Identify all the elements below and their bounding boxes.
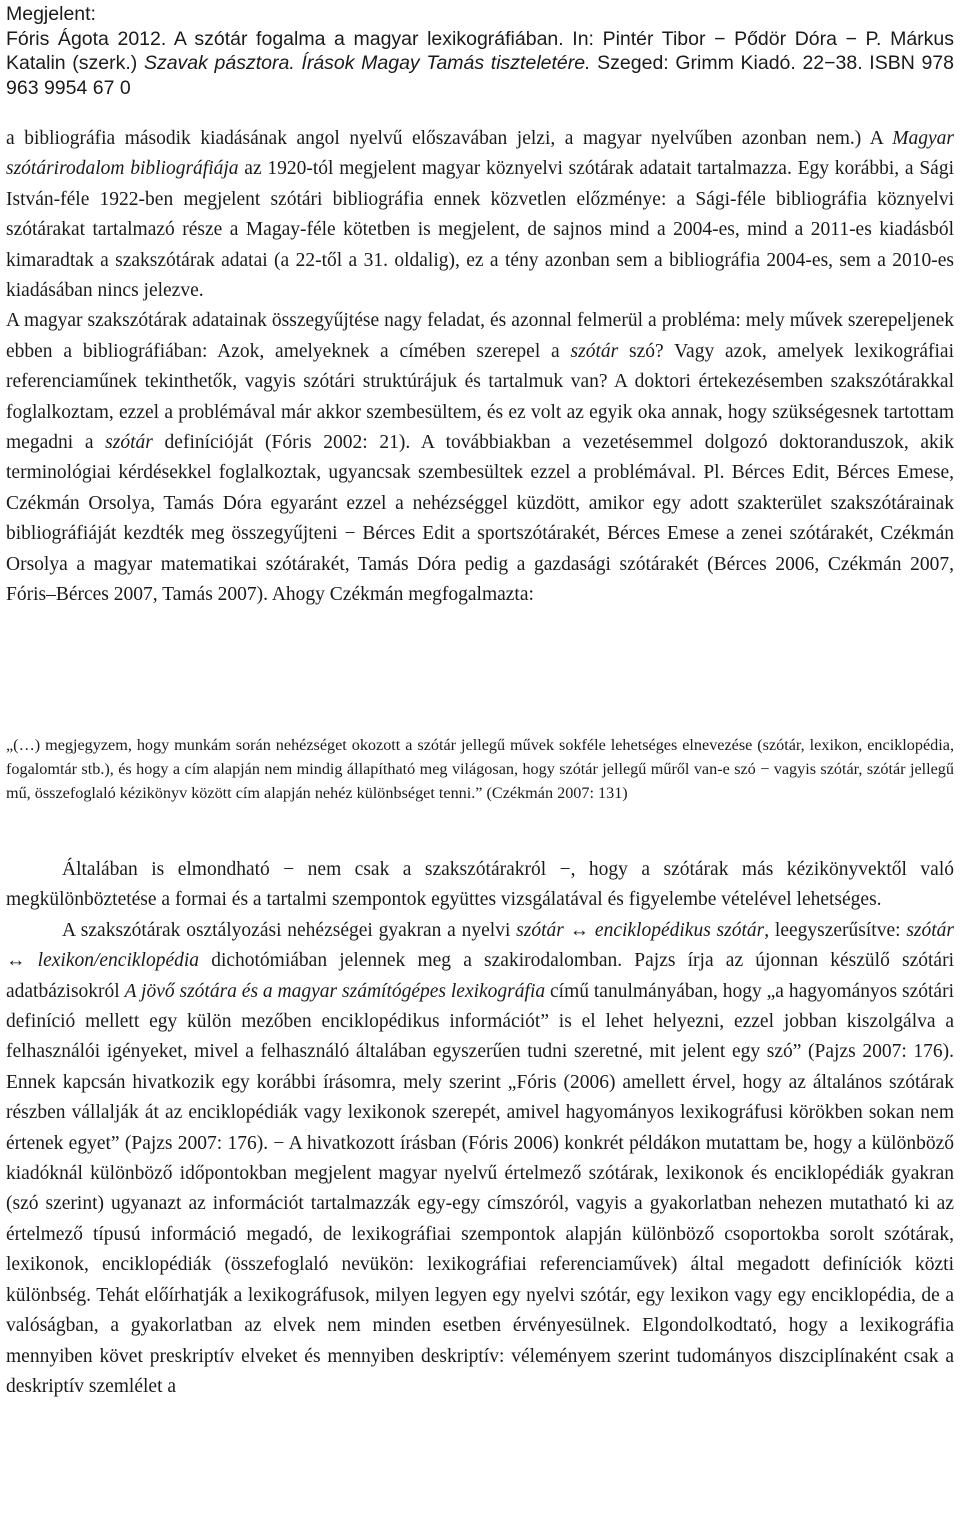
paragraph-4-text-1: A szakszótárak osztályozási nehézségei gyakran a nyelvi [62, 919, 517, 941]
paragraph-4 [6, 916, 954, 1403]
paragraph-2-italic-1: szótár [570, 340, 619, 362]
paragraph-4-italic-3: A jövő szótára és a magyar számítógépes lexikográfia [124, 980, 546, 1002]
quote-text: „(…) megjegyzem, hogy munkám során nehézséget okozott a szótár jellegű művek sokféle lehetséges elnevezése (szótár, lexikon, enciklopédia, fogalomtár stb.), és hogy a cím alapján nem mindig állapítható meg világosan, hogy szótár jellegű műről van-e szó − vagyis szótár, szótár jellegű mű, összefoglaló kézikönyv között cím alapján nehéz különbséget tenni.” (Czékmán 2007: 131) [6, 736, 954, 803]
paragraph-4-text-3: dichotómiában jelennek meg a szakirodalomban. Pajzs írja az újonnan készülő szótári adatbázisokról [6, 950, 954, 1002]
citation-title-italic: Szavak pásztora. Írások Magay Tamás tiszteletére. [143, 52, 591, 74]
paragraph-1-italic-1: Magyar szótárirodalom bibliográfiája [6, 128, 954, 180]
header-label: Megjelent: [6, 3, 96, 25]
paragraph-3-text: Általában is elmondható − nem csak a szakszótárakról −, hogy a szótárak más kézikönyvektől való megkülönböztetése a formai és a tartalmi szempontok együttes vizsgálatával és figyelembe vételével lehetséges. [6, 859, 954, 911]
paragraph-2-text-1: A magyar szakszótárak adatainak összegyűjtése nagy feladat, és azonnal felmerül a probléma: mely művek szerepeljenek ebben a bibliográfiában: Azok, amelyeknek a címében szerepel a [6, 310, 954, 362]
paragraph-4-italic-1: szótár ↔ enciklopédikus szótár [516, 919, 765, 941]
paragraph-2-text-3: definícióját (Fóris 2002: 21). A továbbiakban a vezetésemmel dolgozó doktoranduszok, akik terminológiai kérdésekkel foglalkoztak, ugyancsak szembesültek ezzel a problémával. Pl. Bérces Edit, Bérces Emese, Czékmán Orsolya, Tamás Dóra egyaránt ezzel a nehézséggel küzdött, amikor egy adott szakterület szakszótárainak bibliográfiáját kezdték meg összegyűjteni − Bérces Edit a sportszótárakét, Bérces Emese a zenei szótárakét, Czékmán Orsolya a magyar matematikai szótárakét, Tamás Dóra pedig a gazdasági szótárakét (Bérces 2006, Czékmán 2007, Fóris–Bérces 2007, Tamás 2007). Ahogy Czékmán megfogalmazta: [6, 432, 954, 606]
paragraph-3 [6, 855, 954, 916]
citation-text-2: Szeged: Grimm Kiadó. 22−38. ISBN 978 963 9954 67 0 [6, 52, 955, 99]
paragraph-2 [6, 306, 954, 610]
block-quote [6, 733, 954, 806]
body-section-2 [6, 855, 954, 1402]
paragraph-1-text-2: az 1920-tól megjelent magyar köznyelvi szótárak adatait tartalmazza. Egy korábbi, a Sági István-féle 1922-ben megjelent szótári bibliográfia ennek közvetlen előzménye: a Sági-féle bibliográfia köznyelvi szótárakat tartalmazó része a Magay-féle kötetben is megjelent, de sajnos mind a 2004-es, mind a 2011-es kiadásból kimaradtak a szakszótárak adatai (a 22-től a 31. oldalig), ez a tény azonban sem a bibliográfia 2004-es, sem a 2010-es kiadásában nincs jelezve. [6, 158, 954, 302]
paragraph-4-italic-2: szótár ↔ lexikon/enciklopédia [6, 919, 954, 972]
paragraph-2-italic-2: szótár [105, 432, 153, 454]
publication-header [6, 2, 954, 100]
citation-text-1: Fóris Ágota 2012. A szótár fogalma a magyar lexikográfiában. In: Pintér Tibor − Pődör Dóra − P. Márkus Katalin (szerk.) [6, 27, 954, 74]
paragraph-2-text-2: szó? Vagy azok, amelyek lexikográfiai referenciaműnek tekinthetők, vagyis szótári struktúrájuk és tartalmuk van? A doktori értekezésemben szakszótárakkal foglalkoztam, ezzel a problémával már akkor szembesültem, és ez volt az egyik oka annak, hogy szükségesnek tartottam megadni a [6, 340, 955, 454]
paragraph-4-text-2: , leegyszerűsítve: [764, 919, 907, 941]
body-section-1 [6, 124, 954, 611]
paragraph-1 [6, 124, 954, 306]
paragraph-1-text-1: a bibliográfia második kiadásának angol nyelvű előszavában jelzi, a magyar nyelvűben azonban nem.) A [6, 128, 893, 149]
paragraph-4-text-4: című tanulmányában, hogy „a hagyományos szótári definíció mellett egy külön mezőben enciklopédikus információt” is el lehet helyezni, ezzel jobban kiszolgálva a felhasználói igényeket, mivel a felhasználó általában egyszerűen tudni szeretné, mit jelent egy szó” (Pajzs 2007: 176). Ennek kapcsán hivatkozik egy korábbi írásomra, mely szerint „Fóris (2006) amellett érvel, hogy az általános szótárak részben vállalják át az enciklopédiák vagy lexikonok szerepét, amivel hagyományos lexikográfusi körökben sokan nem értenek egyet” (Pajzs 2007: 176). − A hivatkozott írásban (Fóris 2006) konkrét példákon mutattam be, hogy a különböző kiadóknál különböző időpontokban megjelent magyar nyelvű értelmező szótárak, lexikonok és enciklopédiák gyakran (szó szerint) ugyanazt az információt tartalmazzák egy-egy címszóról, vagyis a gyakorlatban nehezen mutatható ki az értelmező típusú információ megadó, de lexikográfiai szempontok alapján különböző csoportokba sorolt szótárak, lexikonok, enciklopédiák (összefoglaló nevükön: lexikográfiai referenciaművek) által megadott definíciók közti különbség. Tehát előírhatják a lexikográfusok, milyen legyen egy nyelvi szótár, egy lexikon vagy egy enciklopédia, de a valóságban, a gyakorlatban az elvek nem minden esetben érvényesülnek. Elgondolkodtató, hogy a lexikográfia mennyiben követ preskriptív elveket és mennyiben deskriptív: véleményem szerint tudományos diszciplínaként csak a deskriptív szemlélet a [6, 980, 955, 1397]
header-citation [6, 27, 954, 101]
